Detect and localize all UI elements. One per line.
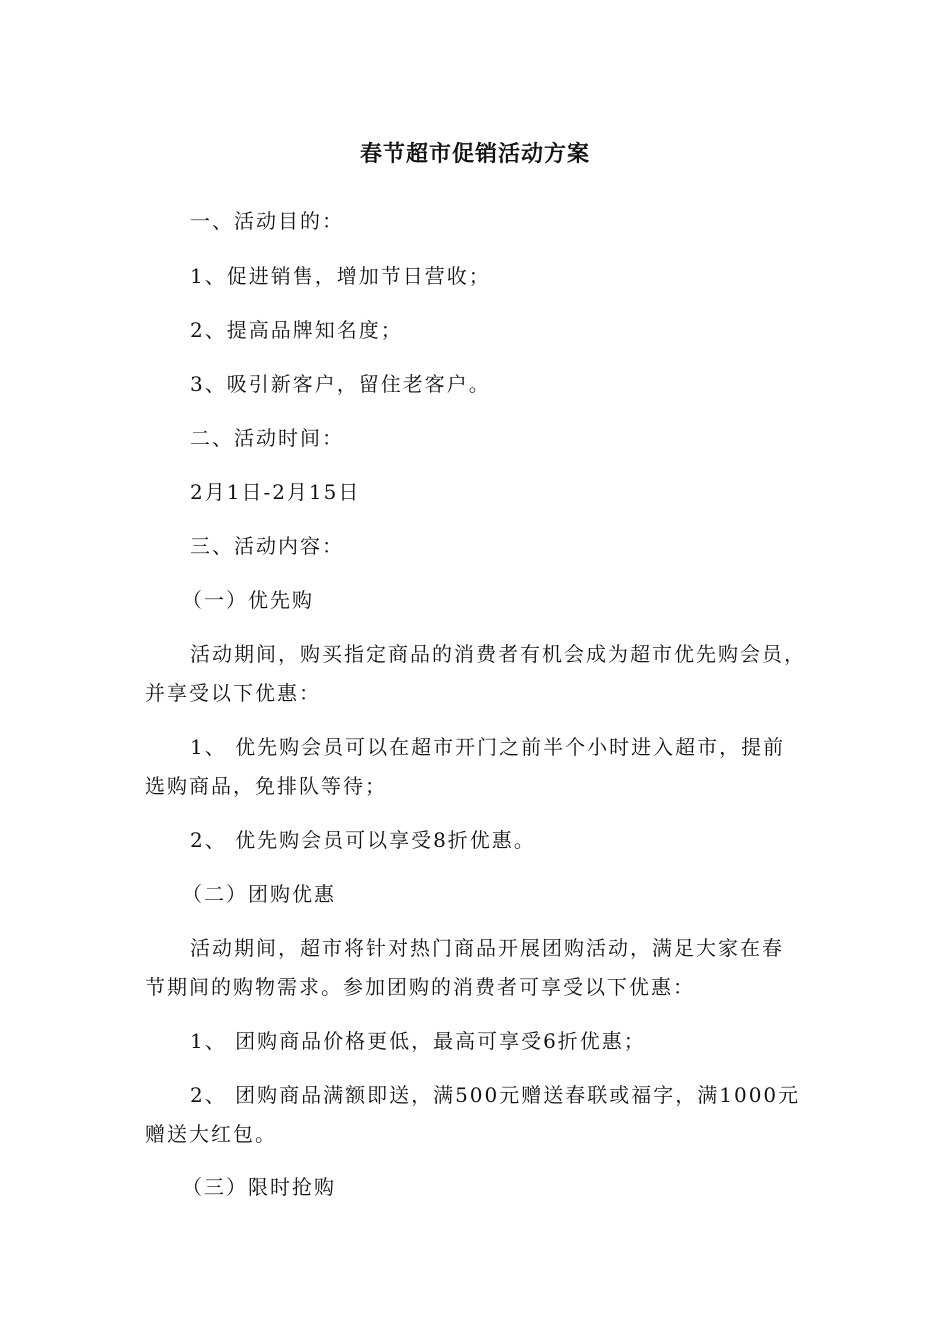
part2-intro-line-2: 节期间的购物需求。参加团购的消费者可享受以下优惠： xyxy=(145,975,695,999)
part1-item-1-line-2: 选购商品，免排队等待； xyxy=(145,774,387,798)
part2-item-2-line-2: 赠送大红包。 xyxy=(145,1122,277,1146)
document-title: 春节超市促销活动方案 xyxy=(359,142,590,167)
time-value: 2月1日-2月15日 xyxy=(190,480,361,504)
objective-item-2: 2、提高品牌知名度； xyxy=(190,318,403,342)
part1-item-1-line-1: 1、 优先购会员可以在超市开门之前半个小时进入超市，提前 xyxy=(190,735,786,759)
part2-item-2-line-1: 2、 团购商品满额即送，满500元赠送春联或福字，满1000元 xyxy=(190,1083,801,1107)
objective-heading: 一、活动目的： xyxy=(190,209,344,233)
part2-heading: （二）团购优惠 xyxy=(182,882,336,906)
time-heading: 二、活动时间： xyxy=(190,426,344,450)
part2-intro-line-1: 活动期间，超市将针对热门商品开展团购活动，满足大家在春 xyxy=(190,936,784,960)
content-heading: 三、活动内容： xyxy=(190,534,344,558)
part1-intro-line-1: 活动期间，购买指定商品的消费者有机会成为超市优先购会员， xyxy=(190,642,806,666)
objective-item-1: 1、促进销售，增加节日营收； xyxy=(190,264,491,288)
part3-heading: （三）限时抢购 xyxy=(182,1175,336,1199)
objective-item-3: 3、吸引新客户，留住老客户。 xyxy=(190,372,491,396)
part1-item-2: 2、 优先购会员可以享受8折优惠。 xyxy=(190,828,536,852)
part1-heading: （一）优先购 xyxy=(182,588,314,612)
part2-item-1: 1、 团购商品价格更低，最高可享受6折优惠； xyxy=(190,1029,646,1053)
part1-intro-line-2: 并享受以下优惠： xyxy=(145,681,321,705)
